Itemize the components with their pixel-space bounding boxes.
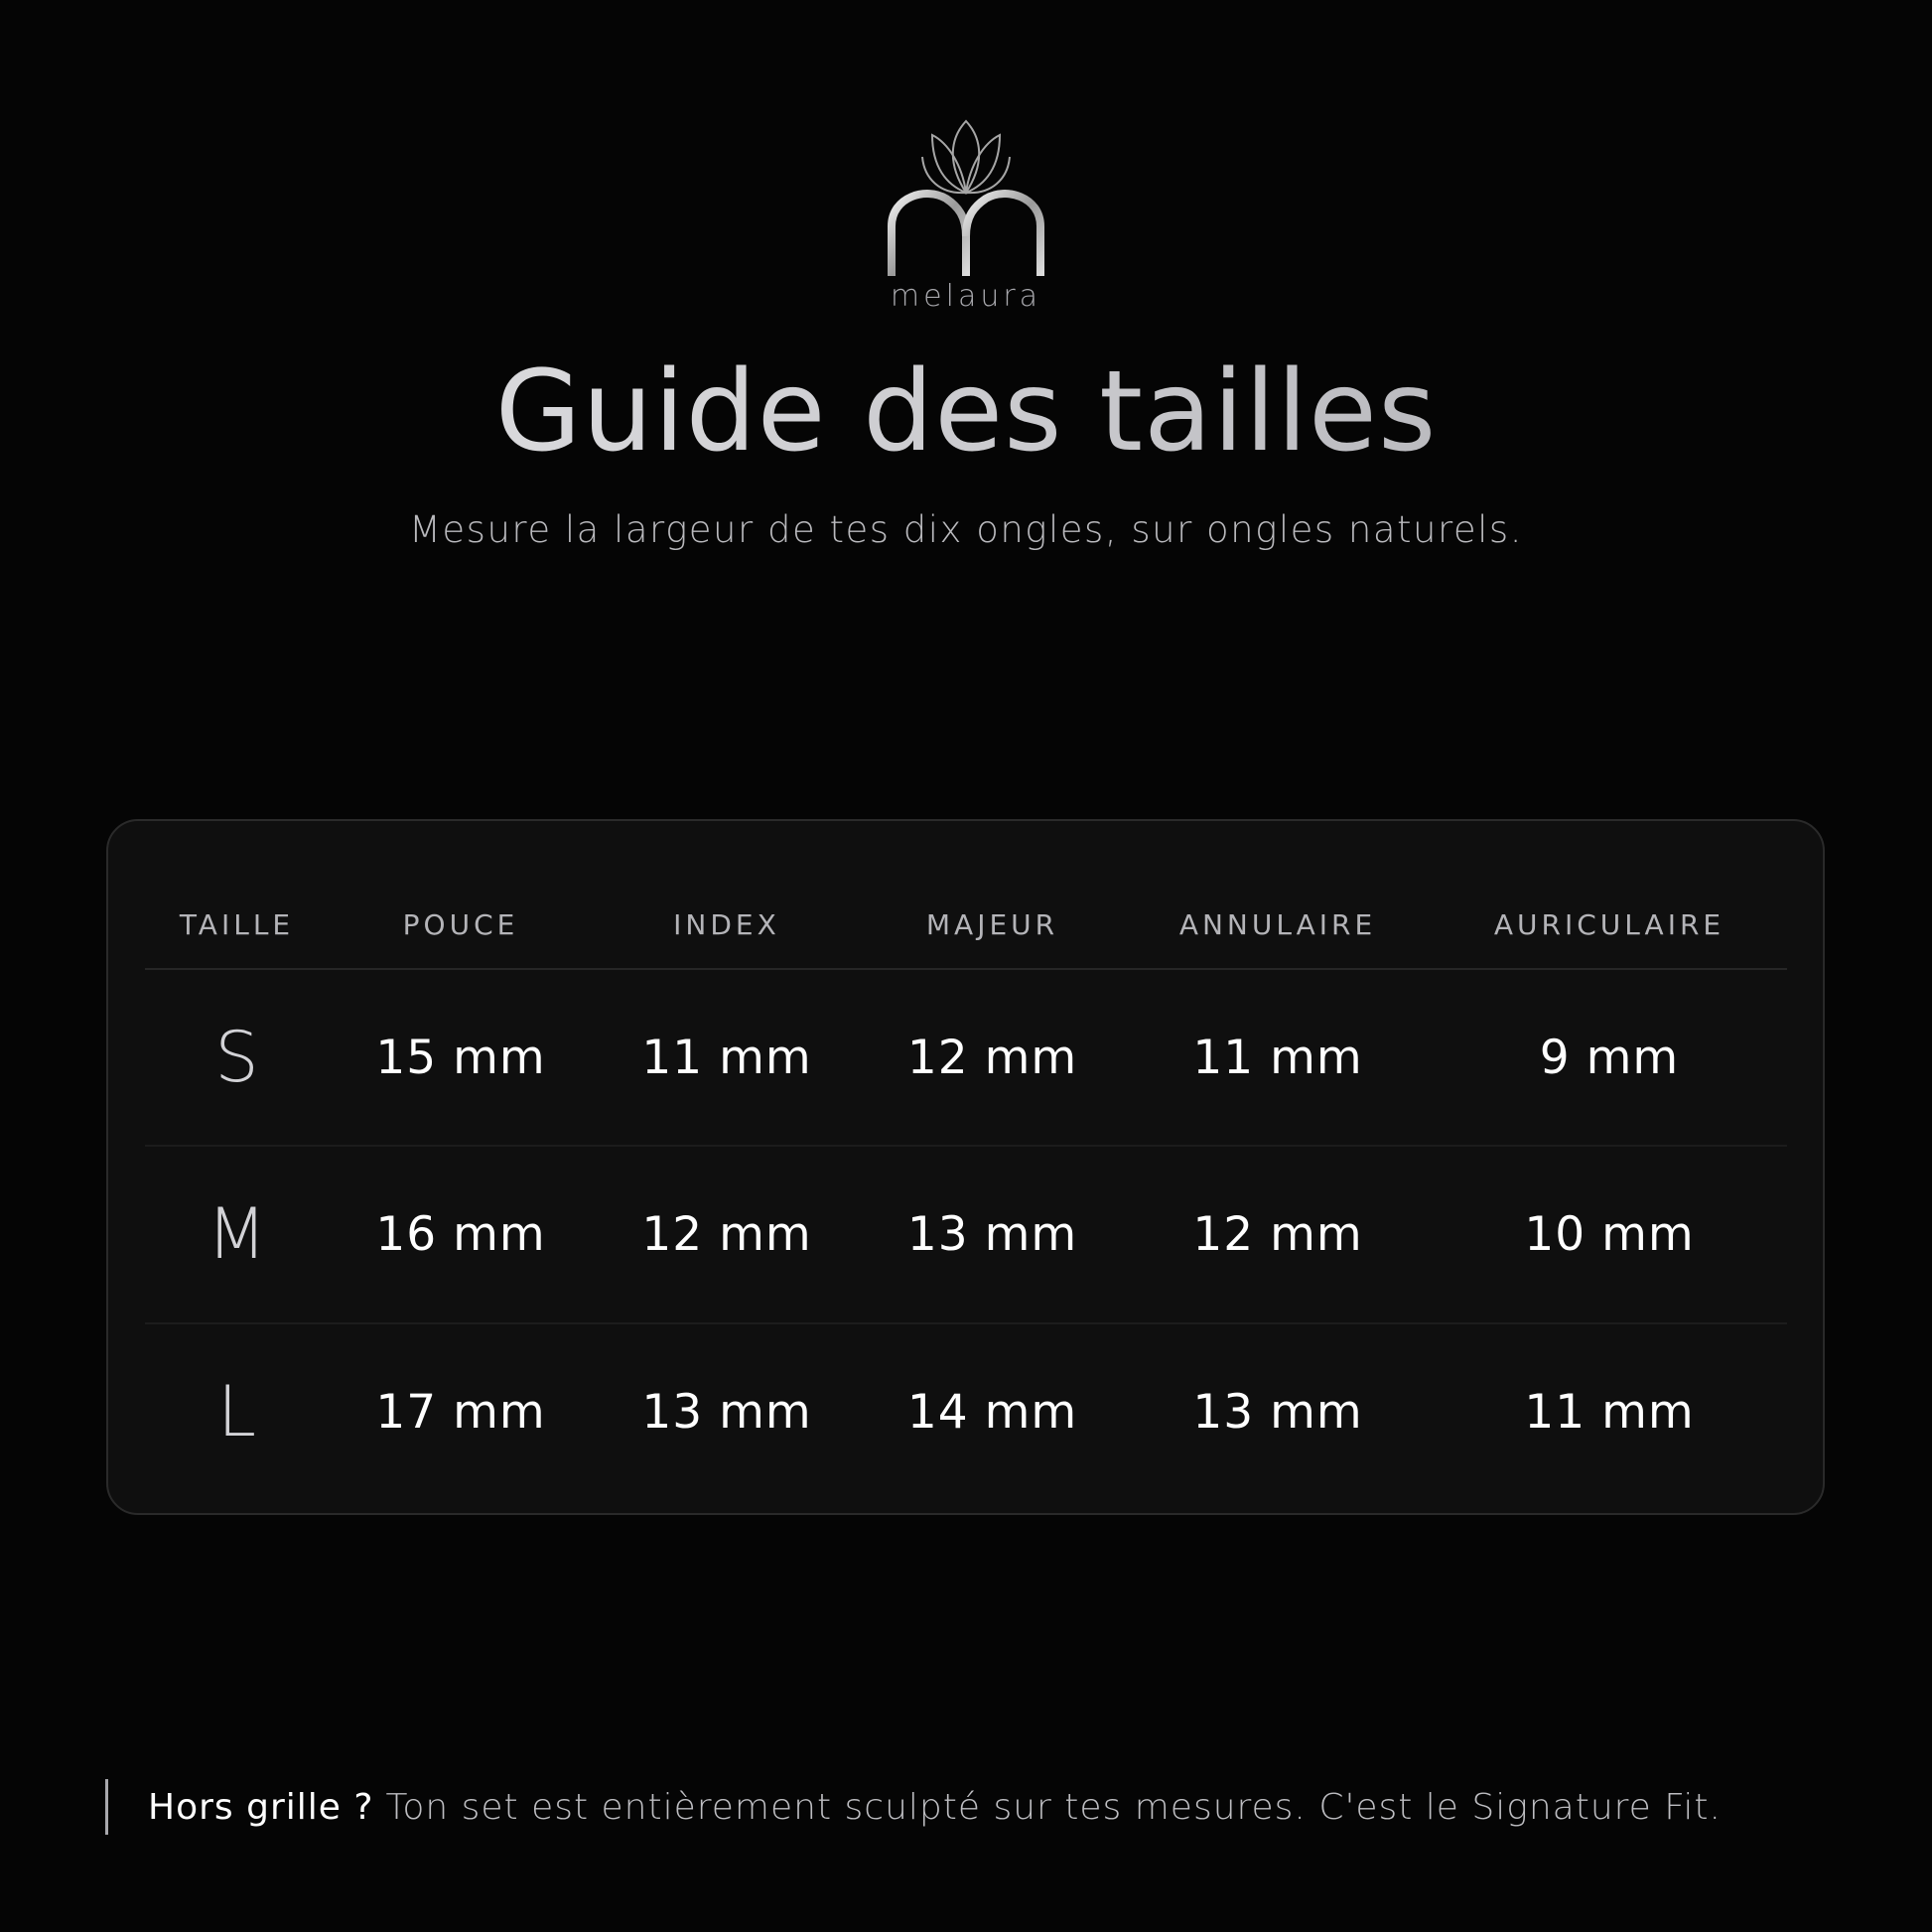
majeur-value: 14 mm xyxy=(906,1384,1078,1440)
majeur-value: 12 mm xyxy=(906,1030,1078,1085)
annulaire-value: 13 mm xyxy=(1192,1384,1363,1440)
table-header-row xyxy=(145,871,1787,970)
pouce-value: 17 mm xyxy=(375,1384,546,1440)
column-header-pouce: POUCE xyxy=(402,907,519,941)
pouce-value: 15 mm xyxy=(375,1030,546,1085)
auriculaire-value: 10 mm xyxy=(1524,1206,1695,1262)
annulaire-value: 12 mm xyxy=(1192,1206,1363,1262)
size-label: L xyxy=(217,1371,256,1452)
melaura-logo xyxy=(867,117,1065,316)
footnote-text: Ton set est entièrement sculpté sur tes mesures. C'est le Signature Fit. xyxy=(385,1786,1722,1828)
pouce-value: 16 mm xyxy=(375,1206,546,1262)
column-header-taille: TAILLE xyxy=(179,907,295,941)
auriculaire-value: 11 mm xyxy=(1524,1384,1695,1440)
logo-wordmark: melaura xyxy=(890,279,1042,314)
footnote-lead: Hors grille ? xyxy=(148,1786,374,1828)
lotus-m-logo-icon xyxy=(867,117,1065,316)
signature-fit-note xyxy=(105,1779,1722,1835)
table-row-m xyxy=(145,1146,1787,1322)
index-value: 13 mm xyxy=(641,1384,812,1440)
annulaire-value: 11 mm xyxy=(1192,1030,1363,1085)
index-value: 11 mm xyxy=(641,1030,812,1085)
column-header-annulaire: ANNULAIRE xyxy=(1178,907,1377,941)
page-title: Guide des tailles xyxy=(0,352,1932,472)
column-header-auriculaire: AURICULAIRE xyxy=(1493,907,1725,941)
size-label: S xyxy=(214,1017,259,1098)
column-header-index: INDEX xyxy=(673,907,780,941)
auriculaire-value: 9 mm xyxy=(1539,1030,1680,1085)
majeur-value: 13 mm xyxy=(906,1206,1078,1262)
table-row-l xyxy=(145,1323,1787,1500)
column-header-majeur: MAJEUR xyxy=(925,907,1059,941)
size-label: M xyxy=(207,1193,267,1275)
page-subtitle: Mesure la largeur de tes dix ongles, sur ongles naturels. xyxy=(409,508,1523,551)
table-row-s xyxy=(145,969,1787,1146)
index-value: 12 mm xyxy=(641,1206,812,1262)
